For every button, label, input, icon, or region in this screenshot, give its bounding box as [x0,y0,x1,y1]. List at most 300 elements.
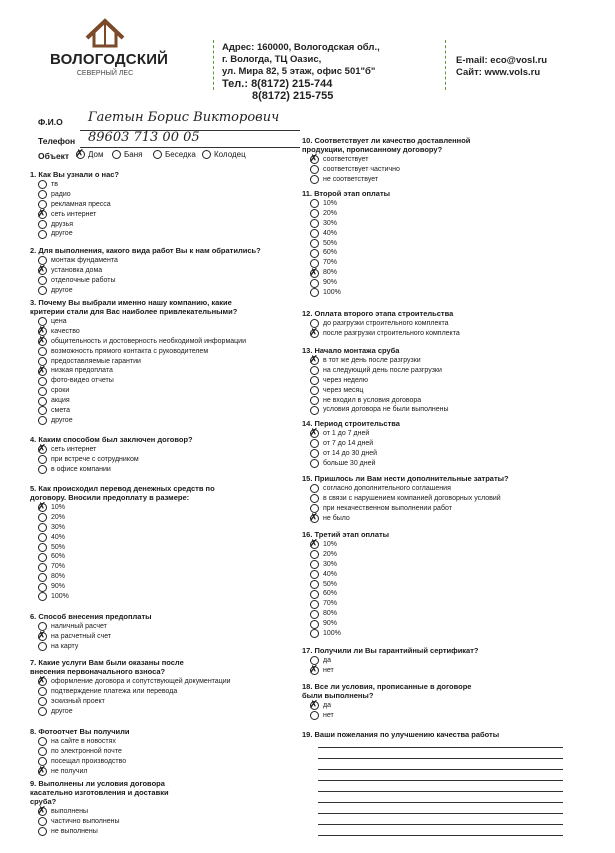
object-option-label: Колодец [214,150,246,159]
answer-option[interactable] [30,674,231,688]
answer-option[interactable] [30,406,260,416]
answer-option[interactable] [302,698,472,712]
answer-option[interactable] [302,511,572,525]
check-mark-icon: ✗ [309,511,319,525]
question [302,419,572,469]
answer-option[interactable] [30,220,300,230]
radio-circle[interactable] [310,610,319,619]
answer-option[interactable] [302,396,572,406]
answer-option-label: нет [323,711,334,719]
answer-option[interactable] [30,543,215,553]
radio-circle[interactable] [310,550,319,559]
object-option-label: Дом [88,150,104,159]
header-separator-right [445,40,447,90]
object-option[interactable] [75,147,104,160]
answer-option[interactable] [302,537,572,551]
answer-option-label: 20% [323,209,338,217]
answer-option[interactable] [302,219,572,229]
answer-option[interactable] [302,239,572,249]
answer-option[interactable] [302,165,502,175]
answer-option[interactable] [30,442,300,456]
answer-option-label: другое [51,416,73,424]
answer-option-label: на сайте в новостях [51,738,116,745]
answer-option[interactable] [30,263,300,277]
phone-line [222,78,422,90]
answer-option[interactable] [30,747,300,757]
radio-circle[interactable] [310,494,319,503]
radio-circle[interactable] [37,804,47,818]
question [302,646,572,676]
answer-option-label: общительность и достоверность необходимой информации [51,337,246,345]
answer-option-label: 70% [323,259,338,267]
radio-circle[interactable] [310,376,319,385]
radio-circle[interactable] [37,334,47,348]
answer-option[interactable] [302,426,572,440]
answer-option[interactable] [30,500,215,514]
question-title: 6. Способ внесения предоплаты [30,612,152,621]
object-option[interactable] [153,150,196,159]
answer-option-label: от 14 до 30 дней [323,449,378,457]
phone-label: Телефон [38,136,76,146]
radio-circle[interactable] [310,600,319,609]
answer-option-label: соответствует [323,156,369,163]
answer-option[interactable] [302,175,502,185]
radio-circle[interactable] [309,353,319,367]
radio-circle[interactable] [38,563,47,572]
radio-circle[interactable] [310,439,319,448]
radio-circle[interactable] [37,500,47,514]
answer-option-label: установка дома [51,266,103,274]
question [302,682,472,721]
question-title: 5. Как происходил перевод денежных средств по договору. Вносили предоплату в размере: [30,484,215,502]
check-mark-icon: ✗ [37,804,47,818]
radio-circle[interactable] [37,629,47,643]
radio-circle[interactable] [38,230,47,239]
radio-circle[interactable] [309,537,319,551]
answer-option-label: сеть интернет [51,210,97,218]
answer-option[interactable] [302,439,572,449]
check-mark-icon: ✗ [309,326,319,340]
answer-option-label: согласно дополнительного соглашения [323,485,451,492]
wishes-line[interactable] [318,835,563,836]
answer-option-label: 10% [323,541,338,548]
answer-option-label: цена [51,318,67,325]
answer-option-label: частично выполнены [51,817,120,825]
radio-circle[interactable] [37,263,47,277]
radio-circle[interactable] [309,265,319,279]
radio-circle[interactable] [310,570,319,579]
radio-circle[interactable] [309,326,319,340]
radio-circle[interactable] [310,620,319,629]
question-title: 16. Третий этап оплаты [302,530,390,539]
answer-option[interactable] [302,258,572,268]
answer-option-label: 10% [323,200,338,207]
answer-option[interactable] [302,589,572,599]
answer-option[interactable] [30,757,300,767]
answer-option-label: эскизный проект [51,697,105,705]
wishes-line[interactable] [318,813,563,814]
object-option[interactable] [202,150,246,159]
wishes-line[interactable] [318,802,563,803]
answer-option-label: через неделю [323,376,369,384]
answer-option[interactable] [302,599,572,609]
radio-circle[interactable] [310,229,319,238]
answer-option-label: при некачественном выполнении работ [323,504,452,512]
check-mark-icon: ✗ [309,265,319,279]
answer-option[interactable] [30,334,260,348]
answer-option[interactable] [302,494,572,504]
question-title: 18. Все ли условия, прописанные в договоре были выполнены? [302,682,472,700]
radio-circle[interactable] [38,737,47,746]
radio-circle[interactable] [38,397,47,406]
check-mark-icon: ✗ [309,426,319,440]
radio-circle[interactable] [38,573,47,582]
check-mark-icon: ✗ [37,263,47,277]
answer-option-label: после разгрузки строительного комплекта [323,329,460,337]
answer-option[interactable] [30,347,260,357]
answer-option-label: оформление договора и сопутствующей документации [51,678,231,685]
answer-option[interactable] [30,317,260,327]
radio-circle[interactable] [38,687,47,696]
radio-circle[interactable] [38,592,47,601]
answer-option[interactable] [30,582,215,592]
radio-circle[interactable] [310,199,319,208]
answer-option[interactable] [302,278,572,288]
question [302,530,572,639]
radio-circle[interactable] [38,286,47,295]
answer-option[interactable] [30,396,260,406]
radio-circle[interactable] [310,629,319,638]
fio-label: Ф.И.О [38,117,63,127]
answer-option-label: до разгрузки строительного комплекта [323,320,449,327]
answer-option-label: 50% [323,239,338,247]
radio-circle[interactable] [310,580,319,589]
radio-circle[interactable] [310,165,319,174]
radio-circle[interactable] [310,711,319,720]
radio-circle[interactable] [153,150,162,159]
answer-option-label: не соответствует [323,175,379,183]
radio-circle[interactable] [38,190,47,199]
answer-option-label: 80% [323,610,338,618]
radio-circle[interactable] [38,180,47,189]
answer-option[interactable] [302,711,472,721]
radio-circle[interactable] [38,377,47,386]
answer-option[interactable] [30,804,190,818]
answer-option[interactable] [302,663,572,677]
radio-circle[interactable] [37,363,47,377]
answer-option[interactable] [30,455,300,465]
wishes-line[interactable] [318,758,563,759]
answer-option-label: 40% [51,533,66,541]
radio-circle[interactable] [310,560,319,569]
radio-circle[interactable] [310,484,319,493]
answer-option[interactable] [30,622,300,632]
answer-option-label: отделочные работы [51,276,116,284]
radio-circle[interactable] [38,817,47,826]
answer-option[interactable] [30,533,215,543]
answer-option-label: качество [51,327,80,335]
answer-option-label: посещал производство [51,757,127,765]
answer-option-label: наличный расчет [51,623,107,630]
radio-circle[interactable] [38,416,47,425]
question [30,612,300,652]
radio-circle[interactable] [38,455,47,464]
radio-circle[interactable] [112,150,121,159]
answer-option-label: радио [51,190,71,198]
check-mark-icon: ✗ [309,537,319,551]
radio-circle[interactable] [37,764,47,778]
object-label: Объект [38,151,70,161]
radio-circle[interactable] [38,513,47,522]
radio-circle[interactable] [38,543,47,552]
question [302,189,572,298]
radio-circle[interactable] [310,219,319,228]
answer-option[interactable] [302,376,572,386]
phone-line [80,147,300,148]
answer-option[interactable] [302,570,572,580]
answer-option[interactable] [30,737,300,747]
answer-option-label: в связи с нарушением компанией договорных условий [323,494,501,502]
answer-option[interactable] [30,629,300,643]
answer-option[interactable] [30,276,300,286]
answer-option[interactable] [302,484,572,494]
phone-value[interactable]: 89603 713 00 05 [88,130,200,145]
question-title: 4. Каким способом был заключен договор? [30,435,193,444]
answer-option[interactable] [302,405,572,415]
email: E-mail: eco@vosl.ru [456,55,548,66]
question-title: 12. Оплата второго этапа строительства [302,309,454,318]
address-line: г. Вологда, ТЦ Оазис, [222,54,322,65]
radio-circle[interactable] [37,207,47,221]
radio-circle[interactable] [310,449,319,458]
answer-option[interactable] [302,209,572,219]
radio-circle[interactable] [38,406,47,415]
answer-option[interactable] [30,572,215,582]
radio-circle[interactable] [37,674,47,688]
answer-option[interactable] [302,326,572,340]
radio-circle[interactable] [38,747,47,756]
answer-option[interactable] [30,642,300,652]
radio-circle[interactable] [309,426,319,440]
answer-option-label: от 7 до 14 дней [323,439,374,447]
question [30,727,300,777]
answer-option[interactable] [30,592,215,602]
question-title: 3. Почему Вы выбрали именно нашу компанию, какие критерии стали для Вас наиболее привлекательными? [30,298,238,316]
answer-option-label: не было [323,514,350,522]
radio-circle[interactable] [38,276,47,285]
radio-circle[interactable] [38,553,47,562]
answer-option-label: 90% [323,279,338,287]
answer-option[interactable] [30,363,260,377]
answer-option[interactable] [30,707,220,717]
object-option[interactable] [112,150,142,159]
answer-option-label: фото-видео отчеты [51,377,114,385]
answer-option[interactable] [30,200,300,210]
answer-option-label: от 1 до 7 дней [323,430,370,437]
answer-option-label: 100% [323,630,341,638]
answer-option-label: друзья [51,220,74,228]
question-title: 11. Второй этап оплаты [302,189,391,198]
answer-option-label: 30% [323,560,338,568]
answer-option[interactable] [30,697,220,707]
radio-circle[interactable] [310,239,319,248]
answer-option[interactable] [30,513,215,523]
answer-option[interactable] [302,629,572,639]
wishes-line[interactable] [318,747,563,748]
radio-circle[interactable] [310,459,319,468]
radio-circle[interactable] [38,642,47,651]
answer-option-label: 100% [323,289,341,297]
radio-circle[interactable] [38,220,47,229]
answer-option-label: 50% [51,543,66,551]
answer-option-label: смета [51,407,70,415]
answer-option[interactable] [30,764,300,778]
answer-option[interactable] [302,248,572,258]
question-title: 14. Период строительства [302,419,400,428]
answer-option-label: низкая предоплата [51,367,113,375]
wishes-line[interactable] [318,824,563,825]
answer-option[interactable] [302,353,572,367]
answer-option-label: на следующий день после разгрузки [323,366,442,374]
answer-option[interactable] [302,152,502,166]
radio-circle[interactable] [309,698,319,712]
answer-option-label: сеть интернет [51,446,97,453]
check-mark-icon: ✗ [37,442,47,456]
radio-circle[interactable] [310,396,319,405]
radio-circle[interactable] [310,175,319,184]
answer-option-label: акция [51,397,70,405]
radio-circle[interactable] [75,147,85,160]
answer-option-label: не входил в условия договора [323,396,422,404]
radio-circle[interactable] [309,663,319,677]
radio-circle[interactable] [38,583,47,592]
answer-option[interactable] [30,552,215,562]
question-title: 1. Как Вы узнали о нас? [30,170,120,179]
check-mark-icon: ✗ [37,363,47,377]
question [30,298,260,426]
answer-option[interactable] [302,459,572,469]
fio-value[interactable]: Гаетын Борис Викторович [88,110,280,125]
question [30,170,300,239]
answer-option[interactable] [30,324,260,338]
answer-option-label: выполнены [51,808,89,815]
header-separator-left [213,40,215,90]
answer-option[interactable] [30,386,260,396]
answer-option[interactable] [30,465,300,475]
answer-option[interactable] [302,199,572,209]
radio-circle[interactable] [310,406,319,415]
check-mark-icon: ✗ [37,764,47,778]
radio-circle[interactable] [310,209,319,218]
radio-circle[interactable] [38,697,47,706]
answer-option[interactable] [302,265,572,279]
answer-option[interactable] [30,357,260,367]
answer-option-label: рекламная пресса [51,200,111,208]
phone-number: 8(8172) 215-755 [252,90,334,102]
radio-circle[interactable] [38,707,47,716]
answer-option[interactable] [30,190,300,200]
address-line: Адрес: 160000, Вологодская обл., [222,42,380,53]
radio-circle[interactable] [38,533,47,542]
answer-option[interactable] [302,229,572,239]
radio-circle[interactable] [310,590,319,599]
wishes-line[interactable] [318,791,563,792]
answer-option[interactable] [30,180,300,190]
radio-circle[interactable] [309,152,319,166]
radio-circle[interactable] [309,511,319,525]
answer-option[interactable] [30,817,190,827]
answer-option-label: подтверждение платежа или перевода [51,687,178,695]
answer-option-label: другое [51,286,73,294]
answer-option[interactable] [302,580,572,590]
radio-circle[interactable] [310,288,319,297]
answer-option[interactable] [302,619,572,629]
question [302,346,572,415]
answer-option[interactable] [30,687,220,697]
radio-circle[interactable] [38,465,47,474]
question [302,309,572,339]
answer-option[interactable] [302,366,572,376]
company-address [222,42,422,102]
answer-option-label: сроки [51,387,70,395]
answer-option-label: 90% [51,583,66,591]
answer-option[interactable] [30,562,215,572]
answer-option[interactable] [302,288,572,298]
question-title: 19. Ваши пожелания по улучшению качества работы [302,730,500,739]
question-title: 7. Какие услуги Вам были оказаны после внесения первоначального взноса? [30,658,184,676]
answer-option-label: возможность прямого контакта с руководителем [51,347,209,355]
answer-option[interactable] [302,449,572,459]
check-mark-icon: ✗ [309,152,319,166]
wishes-line[interactable] [318,780,563,781]
answer-option[interactable] [30,523,215,533]
answer-option-label: 20% [323,550,338,558]
answer-option-label: 100% [51,593,69,601]
phone-number: 8(8172) 215-744 [251,78,333,90]
radio-circle[interactable] [38,827,47,836]
answer-option[interactable] [30,256,300,266]
answer-option[interactable] [30,229,300,239]
answer-option[interactable] [302,656,572,666]
answer-option[interactable] [302,550,572,560]
radio-circle[interactable] [310,386,319,395]
radio-circle[interactable] [38,347,47,356]
radio-circle[interactable] [310,279,319,288]
radio-circle[interactable] [310,366,319,375]
wishes-line[interactable] [318,769,563,770]
answer-option-label: 60% [51,553,66,561]
check-mark-icon: ✗ [37,324,47,338]
answer-option-label: предоставляемые гарантии [51,357,141,365]
answer-option[interactable] [302,609,572,619]
answer-option[interactable] [302,504,572,514]
company-contacts [456,55,547,79]
answer-option[interactable] [30,416,260,426]
answer-option[interactable] [30,827,190,837]
radio-circle[interactable] [202,150,211,159]
answer-option[interactable] [30,376,260,386]
answer-option-label: 50% [323,580,338,588]
radio-circle[interactable] [38,523,47,532]
answer-option[interactable] [30,286,300,296]
answer-option[interactable] [302,560,572,570]
radio-circle[interactable] [310,249,319,258]
answer-option[interactable] [302,319,572,329]
answer-option[interactable] [30,207,300,221]
radio-circle[interactable] [38,387,47,396]
answer-option[interactable] [302,386,572,396]
radio-circle[interactable] [37,442,47,456]
